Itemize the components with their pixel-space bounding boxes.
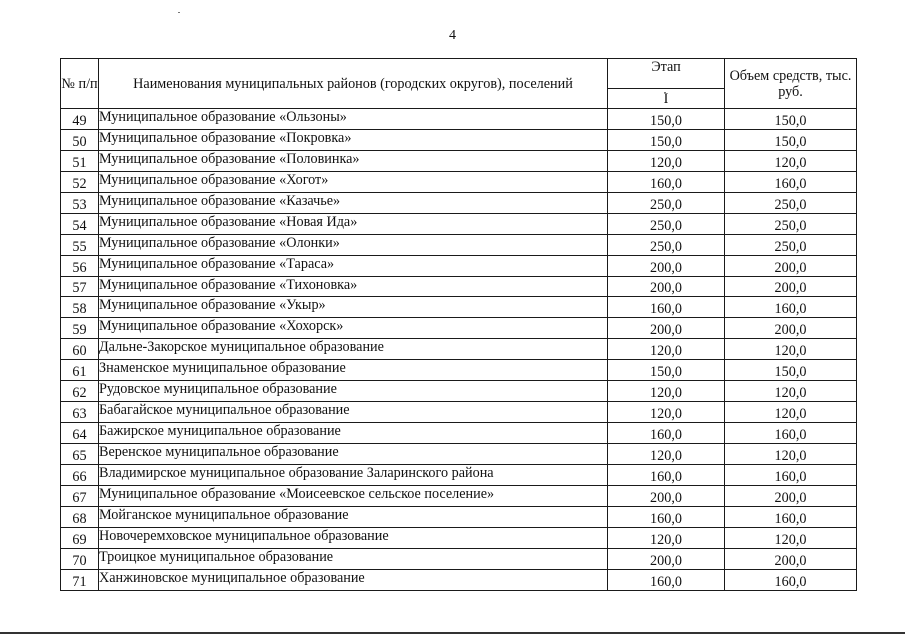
row-name: Новочеремховское муниципальное образование — [99, 527, 608, 548]
row-stage: 160,0 — [608, 423, 725, 444]
row-number: 51 — [61, 150, 99, 171]
header-volume: Объем средств, тыс. руб. — [725, 59, 857, 109]
table-row — [61, 339, 857, 360]
row-number: 53 — [61, 192, 99, 213]
row-stage: 150,0 — [608, 129, 725, 150]
row-number: 50 — [61, 129, 99, 150]
row-number: 65 — [61, 444, 99, 465]
row-stage: 150,0 — [608, 109, 725, 130]
row-number: 64 — [61, 423, 99, 444]
table-row — [61, 464, 857, 485]
row-name: Муниципальное образование «Новая Ида» — [99, 213, 608, 234]
row-name: Муниципальное образование «Хогот» — [99, 171, 608, 192]
row-volume: 120,0 — [725, 150, 857, 171]
row-stage: 120,0 — [608, 444, 725, 465]
municipalities-table — [60, 58, 857, 591]
row-name: Троицкое муниципальное образование — [99, 548, 608, 569]
row-number: 62 — [61, 381, 99, 402]
row-number: 68 — [61, 506, 99, 527]
row-stage: 120,0 — [608, 339, 725, 360]
row-volume: 250,0 — [725, 192, 857, 213]
table-row — [61, 444, 857, 465]
row-number: 54 — [61, 213, 99, 234]
table-row — [61, 402, 857, 423]
table-row — [61, 150, 857, 171]
table-row — [61, 485, 857, 506]
row-volume: 200,0 — [725, 255, 857, 276]
row-volume: 160,0 — [725, 423, 857, 444]
row-name: Знаменское муниципальное образование — [99, 360, 608, 381]
row-name: Веренское муниципальное образование — [99, 444, 608, 465]
row-volume: 160,0 — [725, 297, 857, 318]
row-stage: 200,0 — [608, 485, 725, 506]
table-row — [61, 129, 857, 150]
table-row — [61, 213, 857, 234]
row-name: Бабагайское муниципальное образование — [99, 402, 608, 423]
row-number: 71 — [61, 569, 99, 590]
row-number: 52 — [61, 171, 99, 192]
table-row — [61, 360, 857, 381]
row-stage: 200,0 — [608, 276, 725, 297]
row-name: Бажирское муниципальное образование — [99, 423, 608, 444]
header-name: Наименования муниципальных районов (городских округов), поселений — [99, 59, 608, 109]
row-volume: 160,0 — [725, 569, 857, 590]
row-stage: 120,0 — [608, 527, 725, 548]
row-name: Дальне-Закорское муниципальное образование — [99, 339, 608, 360]
table-body — [61, 109, 857, 591]
row-volume: 200,0 — [725, 276, 857, 297]
row-volume: 160,0 — [725, 171, 857, 192]
row-number: 58 — [61, 297, 99, 318]
scan-bottom-edge — [0, 632, 905, 634]
row-volume: 160,0 — [725, 506, 857, 527]
row-volume: 150,0 — [725, 360, 857, 381]
row-stage: 160,0 — [608, 506, 725, 527]
header-number: № п/п — [61, 59, 99, 109]
row-volume: 200,0 — [725, 548, 857, 569]
row-stage: 120,0 — [608, 381, 725, 402]
row-number: 70 — [61, 548, 99, 569]
row-stage: 200,0 — [608, 548, 725, 569]
row-number: 66 — [61, 464, 99, 485]
row-volume: 120,0 — [725, 444, 857, 465]
row-volume: 150,0 — [725, 109, 857, 130]
row-name: Муниципальное образование «Тихоновка» — [99, 276, 608, 297]
table-row — [61, 109, 857, 130]
row-stage: 160,0 — [608, 297, 725, 318]
row-volume: 120,0 — [725, 339, 857, 360]
row-stage: 120,0 — [608, 402, 725, 423]
row-volume: 200,0 — [725, 485, 857, 506]
row-number: 60 — [61, 339, 99, 360]
row-number: 56 — [61, 255, 99, 276]
row-number: 49 — [61, 109, 99, 130]
row-name: Владимирское муниципальное образование Заларинского района — [99, 464, 608, 485]
row-volume: 250,0 — [725, 213, 857, 234]
row-name: Муниципальное образование «Хохорск» — [99, 318, 608, 339]
row-name: Муниципальное образование «Моисеевское сельское поселение» — [99, 485, 608, 506]
table-row — [61, 506, 857, 527]
table-row — [61, 255, 857, 276]
row-volume: 250,0 — [725, 234, 857, 255]
row-stage: 250,0 — [608, 234, 725, 255]
row-stage: 160,0 — [608, 464, 725, 485]
row-volume: 150,0 — [725, 129, 857, 150]
table-header-row — [61, 59, 857, 89]
row-stage: 250,0 — [608, 192, 725, 213]
row-number: 67 — [61, 485, 99, 506]
table-row — [61, 423, 857, 444]
table-row — [61, 234, 857, 255]
row-number: 63 — [61, 402, 99, 423]
row-name: Муниципальное образование «Ользоны» — [99, 109, 608, 130]
table-row — [61, 276, 857, 297]
row-name: Муниципальное образование «Тараса» — [99, 255, 608, 276]
row-name: Муниципальное образование «Укыр» — [99, 297, 608, 318]
table-row — [61, 192, 857, 213]
table-row — [61, 548, 857, 569]
row-name: Мойганское муниципальное образование — [99, 506, 608, 527]
row-stage: 120,0 — [608, 150, 725, 171]
header-stage: Этап — [608, 59, 725, 89]
row-stage: 150,0 — [608, 360, 725, 381]
row-name: Муниципальное образование «Казачье» — [99, 192, 608, 213]
row-number: 57 — [61, 276, 99, 297]
row-name: Муниципальное образование «Покровка» — [99, 129, 608, 150]
table-row — [61, 171, 857, 192]
row-number: 55 — [61, 234, 99, 255]
row-number: 61 — [61, 360, 99, 381]
row-stage: 160,0 — [608, 569, 725, 590]
row-name: Ханжиновское муниципальное образование — [99, 569, 608, 590]
page-number: 4 — [449, 28, 456, 43]
table-row — [61, 527, 857, 548]
row-name: Муниципальное образование «Олонки» — [99, 234, 608, 255]
table-row — [61, 381, 857, 402]
scan-speck — [178, 12, 180, 13]
header-stage-sub: I — [608, 89, 725, 109]
table-row — [61, 318, 857, 339]
row-stage: 160,0 — [608, 171, 725, 192]
row-number: 59 — [61, 318, 99, 339]
table-row — [61, 297, 857, 318]
row-stage: 250,0 — [608, 213, 725, 234]
row-volume: 120,0 — [725, 402, 857, 423]
row-name: Рудовское муниципальное образование — [99, 381, 608, 402]
row-number: 69 — [61, 527, 99, 548]
row-volume: 120,0 — [725, 527, 857, 548]
row-stage: 200,0 — [608, 318, 725, 339]
row-volume: 160,0 — [725, 464, 857, 485]
row-stage: 200,0 — [608, 255, 725, 276]
table-row — [61, 569, 857, 590]
row-volume: 120,0 — [725, 381, 857, 402]
row-name: Муниципальное образование «Половинка» — [99, 150, 608, 171]
row-volume: 200,0 — [725, 318, 857, 339]
